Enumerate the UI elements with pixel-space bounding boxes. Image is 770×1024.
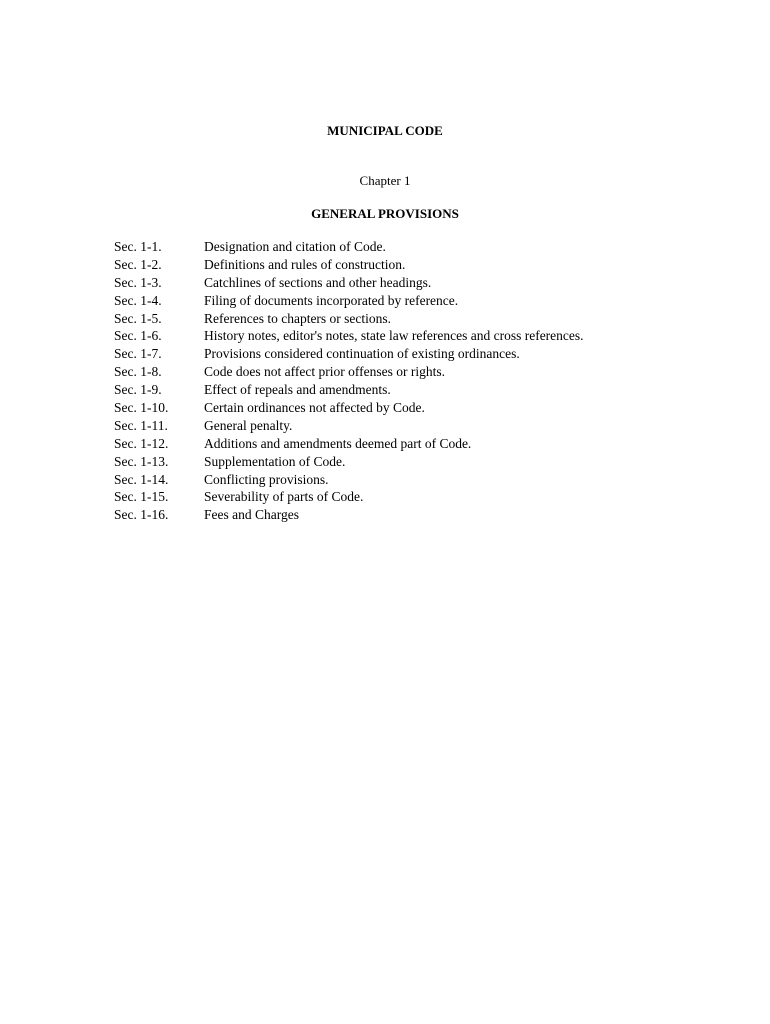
section-title: Filing of documents incorporated by reference. <box>204 292 459 308</box>
section-title: Conflicting provisions. <box>204 471 329 487</box>
section-title: Designation and citation of Code. <box>204 239 386 254</box>
section-title: Definitions and rules of construction. <box>204 256 406 272</box>
section-number: Sec. 1-16. <box>114 507 169 523</box>
section-row <box>114 292 584 310</box>
section-title: Supplementation of Code. <box>204 453 346 469</box>
section-row <box>114 417 584 435</box>
section-title: Certain ordinances not affected by Code. <box>204 400 425 416</box>
section-row <box>114 363 584 381</box>
section-number: Sec. 1-13. <box>114 453 169 469</box>
section-row <box>114 506 584 524</box>
section-row <box>114 274 584 292</box>
section-row <box>114 488 584 506</box>
section-list <box>114 238 584 524</box>
section-number: Sec. 1-5. <box>114 310 162 326</box>
section-number: Sec. 1-11. <box>114 417 168 433</box>
section-number: Sec. 1-15. <box>114 489 169 505</box>
section-row <box>114 435 584 453</box>
section-title: References to chapters or sections. <box>204 310 392 326</box>
section-number: Sec. 1-14. <box>114 471 169 487</box>
section-number: Sec. 1-7. <box>114 346 162 362</box>
section-row <box>114 238 584 256</box>
chapter-label: Chapter 1 <box>359 173 411 188</box>
section-title: Code does not affect prior offenses or rights. <box>204 364 445 380</box>
section-row <box>114 381 584 399</box>
section-row <box>114 471 584 489</box>
section-row <box>114 453 584 471</box>
chapter-heading: GENERAL PROVISIONS <box>311 206 459 221</box>
section-number: Sec. 1-2. <box>114 256 162 272</box>
section-number: Sec. 1-9. <box>114 382 162 398</box>
section-title: Fees and Charges <box>204 507 299 523</box>
section-title: Provisions considered continuation of existing ordinances. <box>204 346 520 362</box>
section-row <box>114 399 584 417</box>
document-title: MUNICIPAL CODE <box>327 123 443 138</box>
section-title: General penalty. <box>204 417 293 433</box>
section-row <box>114 310 584 328</box>
section-number: Sec. 1-10. <box>114 400 169 416</box>
section-title: Severability of parts of Code. <box>204 489 364 505</box>
section-number: Sec. 1-1. <box>114 239 162 254</box>
section-number: Sec. 1-3. <box>114 274 162 290</box>
section-title: Catchlines of sections and other headings. <box>204 274 432 290</box>
section-number: Sec. 1-4. <box>114 292 162 308</box>
section-title: Additions and amendments deemed part of Code. <box>204 435 472 451</box>
section-row <box>114 327 584 345</box>
section-row <box>114 256 584 274</box>
section-title: Effect of repeals and amendments. <box>204 382 391 398</box>
section-title: History notes, editor's notes, state law references and cross references. <box>204 328 584 344</box>
section-number: Sec. 1-8. <box>114 364 162 380</box>
section-row <box>114 345 584 363</box>
section-number: Sec. 1-6. <box>114 328 162 344</box>
section-number: Sec. 1-12. <box>114 435 169 451</box>
